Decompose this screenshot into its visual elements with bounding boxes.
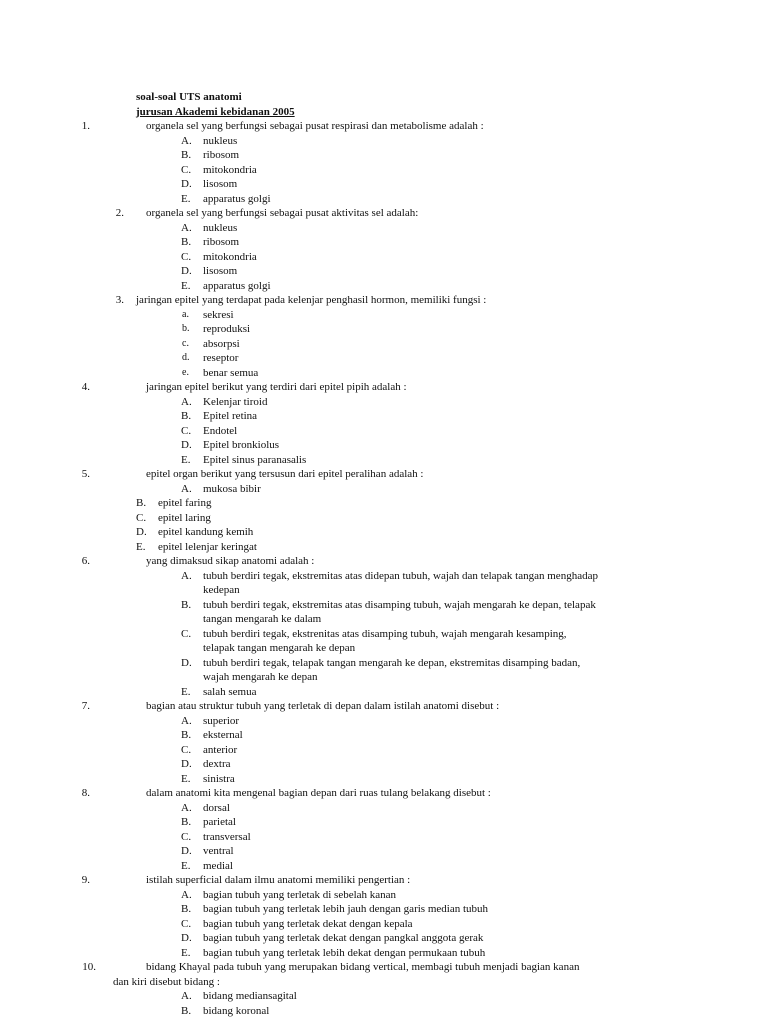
option-text: dorsal: [203, 801, 230, 814]
option-label: E.: [136, 540, 146, 553]
question-number: 9.: [81, 874, 90, 886]
option-label: E.: [181, 685, 191, 698]
question-text: dalam anatomi kita mengenal bagian depan dari ruas tulang belakang disebut :: [146, 787, 491, 799]
option-label: a.: [182, 308, 189, 320]
option-text: dextra: [203, 758, 231, 770]
option-label: A.: [181, 482, 192, 495]
question-number: 7.: [81, 700, 90, 712]
question-number: 2.: [115, 207, 124, 219]
option-label: E.: [181, 772, 191, 785]
option-text: reseptor: [203, 352, 239, 364]
option-label: C.: [136, 511, 147, 524]
option-text: apparatus golgi: [203, 279, 271, 292]
option-label: A.: [181, 221, 192, 234]
option-text: mitokondria: [203, 163, 257, 176]
option-text: transversal: [203, 830, 251, 843]
question-text: organela sel yang berfungsi sebagai pusat respirasi dan metabolisme adalah :: [146, 120, 484, 132]
option-text: bidang mediansagital: [203, 990, 297, 1002]
option-text: tubuh berdiri tegak, ekstrenitas atas disamping tubuh, wajah mengarah kesamping,: [203, 627, 567, 640]
question-text: bagian atau struktur tubuh yang terletak di depan dalam istilah anatomi disebut :: [146, 700, 500, 712]
option-text: bagian tubuh yang terletak dekat dengan pangkal anggota gerak: [203, 932, 484, 944]
question-number: 3.: [115, 294, 124, 306]
question-text: jaringan epitel berikut yang terdiri dari epitel pipih adalah :: [146, 381, 407, 393]
option-text: nukleus: [203, 221, 238, 234]
option-text: benar semua: [203, 366, 259, 379]
option-text: sekresi: [203, 308, 234, 321]
option-label: B.: [181, 149, 192, 161]
question-number: 6.: [81, 555, 90, 567]
option-text: parietal: [203, 816, 236, 828]
option-label: A.: [181, 714, 192, 727]
option-text: anterior: [203, 743, 238, 756]
option-label: C.: [181, 424, 192, 437]
option-label: c.: [182, 337, 189, 349]
option-text-continued: telapak tangan mengarah ke depan: [203, 642, 356, 654]
option-label: C.: [181, 830, 192, 843]
option-label: d.: [182, 352, 190, 363]
option-label: B.: [181, 236, 192, 248]
option-text: reproduksi: [203, 323, 251, 335]
option-text: tubuh berdiri tegak, ekstremitas atas didepan tubuh, wajah dan telapak tangan menghadap: [203, 569, 598, 582]
question-text: epitel organ berikut yang tersusun dari epitel peralihan adalah :: [146, 468, 424, 480]
option-label: A.: [181, 395, 192, 408]
option-text: epitel lelenjar keringat: [158, 540, 257, 553]
option-label: D.: [181, 932, 192, 944]
option-label: A.: [181, 569, 192, 582]
option-text-continued: kedepan: [203, 584, 240, 596]
option-text: Epitel bronkiolus: [203, 439, 280, 451]
option-text: epitel kandung kemih: [158, 526, 254, 538]
option-text: ribosom: [203, 236, 240, 248]
question-text: yang dimaksud sikap anatomi adalah :: [146, 555, 315, 567]
option-text: tubuh berdiri tegak, telapak tangan mengarah ke depan, ekstremitas disamping badan,: [203, 656, 581, 669]
option-label: B.: [181, 729, 192, 741]
option-label: D.: [181, 758, 192, 770]
document-subtitle: jurusan Akademi kebidanan 2005: [136, 105, 295, 118]
option-label: D.: [181, 845, 192, 857]
option-label: B.: [181, 903, 192, 915]
option-text: epitel laring: [158, 511, 211, 524]
option-label: C.: [181, 250, 192, 263]
question-number: 5.: [81, 468, 90, 480]
option-label: C.: [181, 917, 192, 930]
option-label: B.: [181, 598, 192, 611]
option-text: superior: [203, 714, 240, 727]
question-number: 4.: [81, 381, 90, 393]
option-label: A.: [181, 990, 192, 1002]
option-text-continued: wajah mengarah ke depan: [203, 671, 318, 683]
option-label: D.: [181, 656, 192, 669]
option-text: lisosom: [203, 265, 238, 277]
option-label: B.: [181, 816, 192, 828]
option-label: B.: [181, 1004, 192, 1017]
option-text: Kelenjar tiroid: [203, 395, 268, 408]
option-label: C.: [181, 163, 192, 176]
option-text: tubuh berdiri tegak, ekstremitas atas disamping tubuh, wajah mengarah ke depan, telapak: [203, 598, 596, 611]
option-text: bagian tubuh yang terletak lebih dekat dengan permukaan tubuh: [203, 946, 486, 959]
question-text: istilah superficial dalam ilmu anatomi memiliki pengertian :: [146, 874, 411, 886]
option-label: A.: [181, 801, 192, 814]
option-text-continued: tangan mengarah ke dalam: [203, 613, 322, 625]
option-label: C.: [181, 743, 192, 756]
option-label: D.: [181, 439, 192, 451]
option-text: Epitel sinus paranasalis: [203, 453, 307, 466]
option-text: Endotel: [203, 424, 238, 437]
option-label: E.: [181, 192, 191, 205]
option-label: A.: [181, 134, 192, 147]
option-label: D.: [181, 265, 192, 277]
option-label: D.: [181, 178, 192, 190]
option-text: bidang koronal: [203, 1004, 270, 1017]
option-text: apparatus golgi: [203, 192, 271, 205]
option-text: mitokondria: [203, 250, 257, 263]
option-text: epitel faring: [158, 497, 212, 509]
option-label: E.: [181, 279, 191, 292]
option-label: E.: [181, 946, 191, 959]
option-text: nukleus: [203, 134, 238, 147]
option-text: mukosa bibir: [203, 482, 261, 495]
option-text: eksternal: [203, 729, 243, 741]
option-text: salah semua: [203, 685, 257, 698]
question-text: bidang Khayal pada tubuh yang merupakan bidang vertical, membagi tubuh menjadi bagian kanan: [146, 961, 580, 973]
option-text: ventral: [203, 845, 234, 857]
option-text: bagian tubuh yang terletak di sebelah kanan: [203, 888, 397, 901]
question-text-continued: dan kiri disebut bidang :: [113, 975, 220, 988]
option-text: Epitel retina: [203, 410, 258, 422]
question-number: 10.: [82, 961, 96, 973]
option-label: C.: [181, 627, 192, 640]
question-text: organela sel yang berfungsi sebagai pusat aktivitas sel adalah:: [146, 207, 419, 219]
option-text: ribosom: [203, 149, 240, 161]
option-text: medial: [203, 859, 233, 872]
question-number: 1.: [81, 120, 90, 132]
option-text: lisosom: [203, 178, 238, 190]
question-number: 8.: [81, 787, 90, 799]
option-text: bagian tubuh yang terletak lebih jauh dengan garis median tubuh: [203, 903, 489, 915]
option-label: B.: [181, 410, 192, 422]
option-text: sinistra: [203, 772, 235, 785]
option-text: absorpsi: [203, 337, 240, 350]
option-label: E.: [181, 859, 191, 872]
option-label: e.: [182, 366, 189, 378]
option-label: B.: [136, 497, 147, 509]
question-text: jaringan epitel yang terdapat pada kelenjar penghasil hormon, memiliki fungsi :: [136, 294, 487, 306]
option-label: D.: [136, 526, 147, 538]
option-text: bagian tubuh yang terletak dekat dengan kepala: [203, 917, 413, 930]
option-label: b.: [182, 323, 190, 334]
document-title: soal-soal UTS anatomi: [136, 91, 242, 103]
option-label: E.: [181, 453, 191, 466]
option-label: A.: [181, 888, 192, 901]
